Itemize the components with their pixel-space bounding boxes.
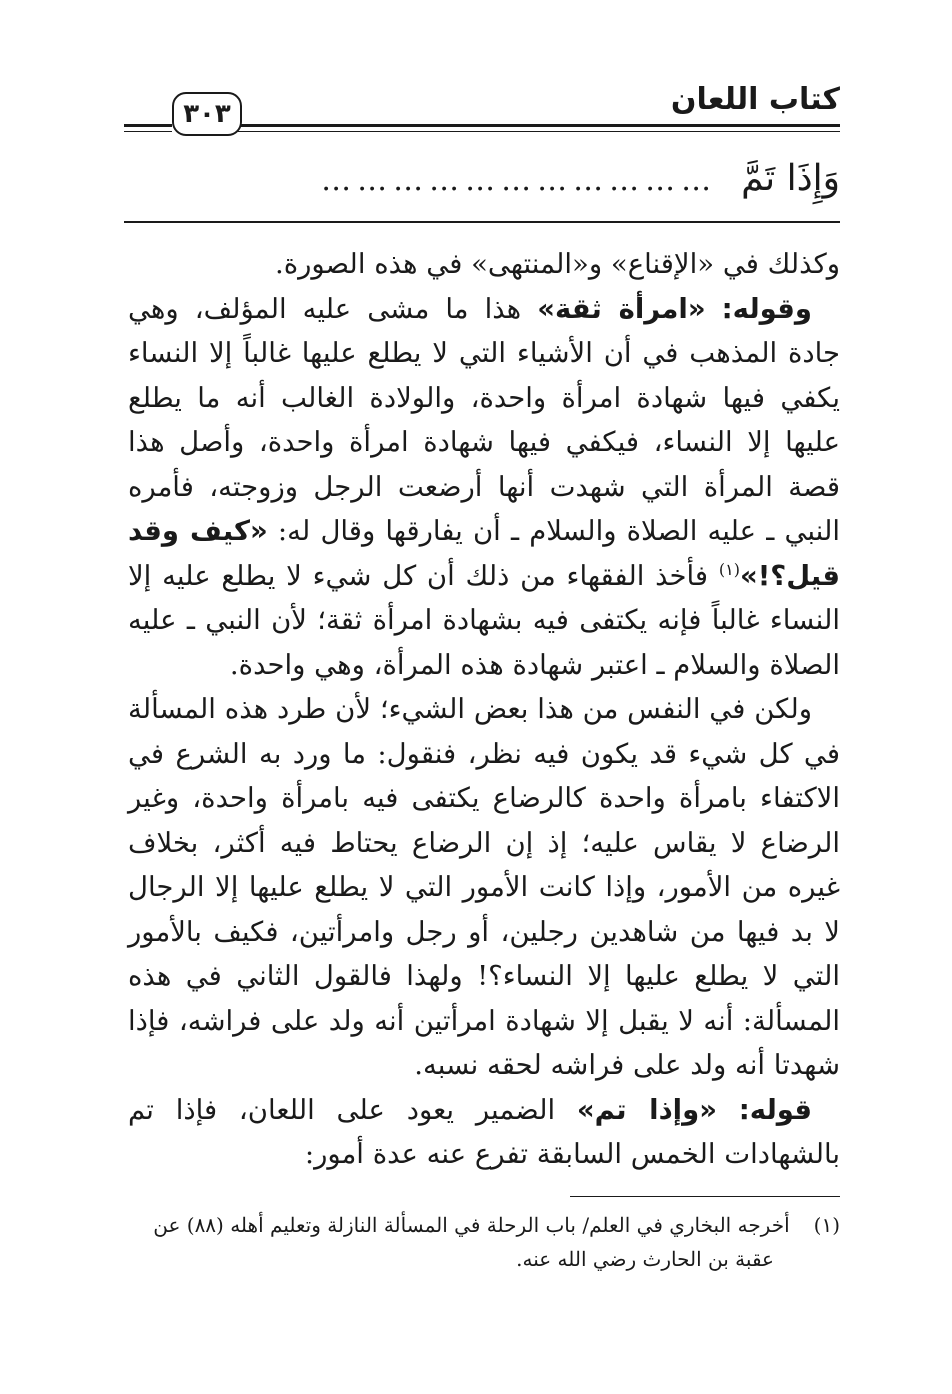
header-rule-bottom	[238, 131, 840, 132]
chapter-title: كتاب اللعان	[670, 82, 840, 117]
paragraph-2	[128, 287, 840, 688]
matn-dots: ……………………………	[321, 163, 718, 198]
paragraph-2-text-a: هذا ما مشى عليه المؤلف، وهي جادة المذهب في أن الأشياء التي لا يطلع عليها غالباً إلا النساء يكفي فيها شهادة امرأة واحدة، والولادة الغالب أنه ما يطلع عليها إلا النساء، فيكفي فيها شهادة امرأة واحدة، وأصل هذا قصة المرأة التي شهدت أنها أرضعت الرجل وزوجته، فأمره النبي ـ عليه الصلاة والسلام ـ أن يفارقها وقال له:	[128, 292, 840, 547]
footnote-divider	[570, 1196, 840, 1197]
matn-line	[321, 158, 840, 199]
footnote-ref: (١)	[718, 559, 740, 579]
header-rule-left-bottom	[124, 131, 172, 132]
quoted-phrase: «وإذا تم»	[576, 1093, 717, 1126]
matn-divider	[124, 221, 840, 223]
header-rule-top	[238, 124, 840, 127]
header-rule-left-top	[124, 124, 172, 127]
footnote-text-1: أخرجه البخاري في العلم/ باب الرحلة في المسألة النازلة وتعليم أهله (٨٨) عن	[153, 1213, 790, 1237]
footnote-number: (١)	[813, 1213, 840, 1237]
footnote-line-1	[130, 1208, 840, 1242]
lead-word: وقوله:	[721, 292, 813, 325]
paragraph-1: وكذلك في «الإقناع» و«المنتهى» في هذه الصورة.	[274, 248, 840, 280]
footnote-line-2: عقبة بن الحارث رضي الله عنه.	[516, 1247, 774, 1271]
paragraph-4	[128, 1088, 840, 1177]
footnote	[130, 1208, 840, 1276]
paragraph-4-text: الضمير يعود على اللعان، فإذا تم بالشهادات الخمس السابقة تفرع عنه عدة أمور:	[128, 1093, 840, 1170]
paragraph-2-text-b: فأخذ الفقهاء من ذلك أن كل شيء لا يطلع عليه إلا النساء غالباً فإنه يكتفى فيه بشهادة امرأة ثقة؛ لأن النبي ـ عليه الصلاة والسلام ـ اعتبر شهادة هذه المرأة، وهي واحدة.	[128, 559, 840, 681]
commentary-body	[128, 242, 840, 1177]
lead-word: قوله:	[738, 1093, 813, 1126]
matn-text: وَإِذَا تَمَّ	[741, 158, 840, 199]
paragraph-3: ولكن في النفس من هذا بعض الشيء؛ لأن طرد هذه المسألة في كل شيء قد يكون فيه نظر، فنقول: ما ورد به الشرع في الاكتفاء بامرأة واحدة كالرضاع يكتفى فيه بامرأة واحدة، وغير الرضاع لا يقاس عليه؛ إذ إن الرضاع يحتاط فيه أكثر، بخلاف غيره من الأمور، وإذا كانت الأمور التي لا يطلع عليها إلا الرجال لا بد فيها من شاهدين رجلين، أو رجل وامرأتين، فكيف بالأمور التي لا يطلع عليها إلا النساء؟! ولهذا فالقول الثاني في هذه المسألة: أنه لا يقبل إلا شهادة امرأتين أنه ولد على فراشه، فإذا شهدتا أنه ولد على فراشه لحقه نسبه.	[128, 693, 840, 1081]
page-number: ٣٠٣	[172, 92, 242, 136]
hadith-quote: «كيف وقد قيل؟!»	[128, 515, 840, 592]
quoted-phrase: «امرأة ثقة»	[537, 292, 706, 325]
